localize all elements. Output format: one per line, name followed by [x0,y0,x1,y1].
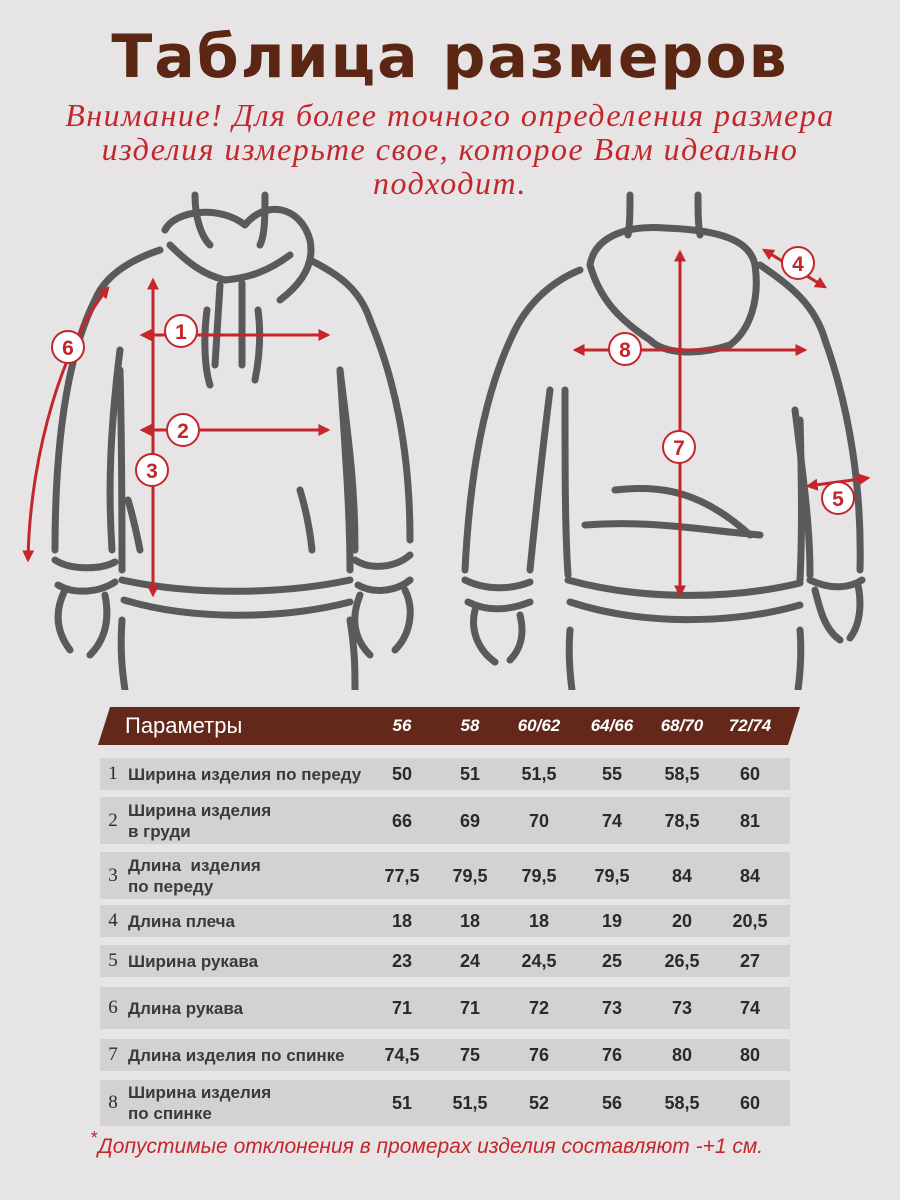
row-number: 6 [108,997,118,1018]
left-hand [58,590,107,655]
table-cell: 71 [459,998,481,1018]
marker-label: 8 [619,339,631,362]
left-shoulder [515,270,580,330]
row-label [128,911,378,932]
notice [50,98,850,200]
row-label [128,800,378,842]
table-cell: 23 [391,951,413,971]
footnote [90,1128,850,1159]
table-cell: 84 [671,865,693,886]
table-cell: 76 [528,1045,550,1065]
row-label-line: Ширина изделия [128,800,272,820]
marker-5 [822,482,854,514]
table-cell: 76 [601,1045,623,1065]
table-cell: 51,5 [521,764,557,784]
table-cell: 52 [528,1093,550,1113]
table-cell: 24,5 [521,951,557,971]
zip-placket [215,283,242,365]
right-sleeve-outer [370,320,410,540]
table-cell: 74 [739,998,761,1018]
measure-arrow-6 [28,288,108,560]
hem-band [568,580,800,620]
row-label-line: Длина изделия по спинке [128,1045,345,1065]
table-header-params: Параметры [125,713,243,738]
table-cell: 18 [528,911,550,931]
hoodie-front-illustration [10,190,440,690]
table-cell: 27 [739,951,761,971]
marker-label: 5 [832,488,844,511]
hem-band [122,580,350,615]
page-title: Таблица размеров [111,22,789,92]
table-cell: 69 [459,810,481,831]
table-cell: 51 [391,1093,413,1113]
table-cell: 78,5 [664,810,700,831]
left-sleeve-inner [530,390,550,570]
pocket-right [300,490,312,550]
row-label-line: Длина плеча [128,911,236,931]
table-cell: 60 [739,764,761,784]
back-fold [585,488,760,535]
row-label [128,1045,378,1066]
marker-1 [165,315,197,347]
row-number: 5 [108,950,118,971]
marker-7 [663,431,695,463]
table-cell: 26,5 [664,951,700,971]
drawstring-left [205,310,210,385]
notice-line: Внимание! Для более точного определения размера [65,97,835,133]
notice-line: изделия измерьте свое, которое Вам идеально [101,131,799,167]
table-cell: 51 [459,764,481,784]
right-hand [815,585,860,640]
table-cell: 20 [671,911,693,931]
trousers [121,620,355,690]
marker-label: 7 [673,437,685,460]
body-right-side [340,370,350,570]
row-label-line: Ширина рукава [128,951,259,971]
right-hand [355,590,410,655]
table-cell: 25 [601,951,623,971]
table-cell: 19 [601,911,623,931]
table-cell: 73 [601,998,623,1018]
table-cell: 66 [391,810,413,831]
table-cell: 58,5 [664,1093,700,1113]
table-cell: 84 [739,865,761,886]
table-cell: 71 [391,998,413,1018]
pocket-left [128,500,140,550]
row-label-line: по переду [128,876,214,896]
marker-label: 3 [146,460,158,483]
table-cell: 79,5 [521,865,557,886]
table-cell: 60 [739,1093,761,1113]
left-cuff [465,580,530,609]
table-cell: 20,5 [732,911,768,931]
hood-outline [590,227,756,351]
marker-4 [782,247,814,279]
row-label-line: по спинке [128,1104,212,1123]
notice-line: подходит. [373,165,527,201]
row-number: 3 [108,864,118,886]
table-cell: 24 [459,951,481,971]
table-cell: 75 [459,1045,481,1065]
row-label-line: в груди [128,821,191,841]
marker-3 [136,454,168,486]
table-cell: 72 [528,998,550,1018]
row-number: 2 [108,809,118,831]
table-cell: 18 [391,911,413,931]
row-number: 1 [108,763,118,784]
drawstring-right [255,310,260,380]
body-right-side [800,420,802,580]
row-label-line: Длина рукава [128,998,244,1018]
marker-2 [167,414,199,446]
footnote-text: Допустимые отклонения в промерах изделия составляют -+1 см. [98,1135,764,1158]
row-label [128,998,378,1019]
trousers [569,630,801,690]
table-cell: 80 [739,1045,761,1065]
table-cell: 70 [528,810,550,831]
right-shoulder [310,260,370,320]
size-header: 56 [392,716,412,735]
size-header: 64/66 [590,716,634,735]
marker-label: 4 [792,253,804,276]
row-label [128,1082,378,1124]
marker-label: 6 [62,337,74,360]
right-cuff [355,555,410,590]
row-number: 8 [108,1092,118,1113]
footnote-asterisk: * [90,1128,98,1148]
table-cell: 74 [601,810,623,831]
hood-inner [170,245,290,280]
table-cell: 55 [601,764,623,784]
hoodie-back-illustration [450,190,890,690]
size-header: 68/70 [660,716,704,735]
row-label [128,764,378,785]
row-label-line: Длина изделия [128,855,261,875]
table-cell: 73 [671,998,693,1018]
row-number: 7 [108,1044,118,1065]
table-cell: 50 [391,764,413,784]
marker-6 [52,331,84,363]
marker-8 [609,333,641,365]
table-cell: 79,5 [594,865,630,886]
body-left-side [565,390,568,575]
table-cell: 74,5 [384,1045,420,1065]
size-header: 72/74 [728,716,772,735]
left-hand [474,610,522,662]
table-cell: 56 [601,1093,623,1113]
right-cuff [810,580,862,587]
table-cell: 58,5 [664,764,700,784]
size-header: 60/62 [517,716,561,735]
marker-label: 2 [177,420,189,443]
row-label [128,855,378,897]
table-cell: 51,5 [452,1093,488,1113]
left-cuff [55,560,115,591]
left-sleeve-outer [465,330,515,570]
table-cell: 80 [671,1045,693,1065]
table-cell: 79,5 [452,865,488,886]
row-label-line: Ширина изделия [128,1083,272,1102]
row-number: 4 [108,910,118,931]
table-cell: 81 [739,810,761,831]
table-cell: 18 [459,911,481,931]
row-label-line: Ширина изделия по переду [128,764,362,784]
body-left-side [120,370,122,570]
right-sleeve-outer [825,340,860,570]
row-label [128,951,378,972]
size-header: 58 [460,716,480,735]
table-cell: 77,5 [384,865,420,886]
marker-label: 1 [175,321,187,344]
